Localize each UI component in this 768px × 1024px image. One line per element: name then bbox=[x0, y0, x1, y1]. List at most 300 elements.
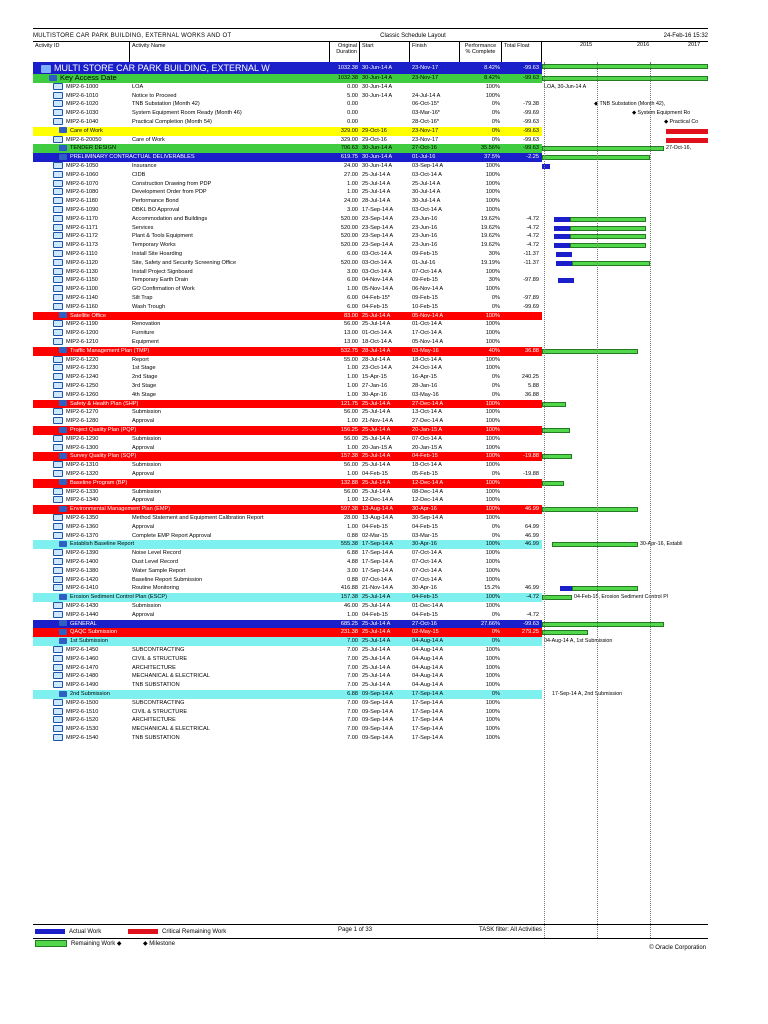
activity-name: Submission bbox=[132, 435, 161, 442]
activity-name: Equipment bbox=[132, 339, 159, 345]
wbs-row[interactable] bbox=[33, 144, 708, 153]
finish-date: 17-Sep-14 A bbox=[412, 708, 444, 715]
gantt-lane bbox=[542, 593, 708, 602]
activity-row[interactable] bbox=[33, 162, 708, 171]
finish-date: 07-Oct-14 A bbox=[412, 559, 442, 565]
duration: 6.88 bbox=[347, 550, 358, 557]
gantt-lane bbox=[542, 224, 708, 233]
gantt-lane bbox=[542, 153, 708, 162]
activity-row[interactable] bbox=[33, 338, 708, 347]
activity-name: Water Sample Report bbox=[132, 567, 186, 574]
task-icon bbox=[53, 276, 63, 283]
activity-id: MIP2-6-1410 bbox=[33, 584, 130, 593]
activity-row[interactable] bbox=[33, 532, 708, 541]
finish-date: 01-Oct-14 A bbox=[412, 321, 442, 328]
col-start[interactable]: Start bbox=[360, 42, 410, 63]
gantt-lane bbox=[542, 100, 708, 109]
activity-row[interactable] bbox=[33, 496, 708, 505]
task-icon bbox=[53, 470, 63, 477]
start-date: 28-Jul-14 A bbox=[362, 347, 391, 354]
activity-name: Temporary Earth Drain bbox=[132, 277, 189, 284]
activity-row[interactable] bbox=[33, 584, 708, 593]
gantt-lane bbox=[542, 716, 708, 725]
activity-row[interactable] bbox=[33, 567, 708, 576]
activity-row[interactable] bbox=[33, 303, 708, 312]
activity-row[interactable] bbox=[33, 461, 708, 470]
finish-date: 17-Sep-14 A bbox=[412, 735, 444, 741]
remaining-work-bar[interactable] bbox=[542, 507, 638, 512]
percent-complete: 0% bbox=[491, 110, 500, 117]
activity-row[interactable] bbox=[33, 417, 708, 426]
total-float: -19.88 bbox=[523, 453, 539, 460]
task-icon bbox=[53, 83, 63, 90]
gantt-lane bbox=[542, 435, 708, 444]
task-icon bbox=[53, 109, 63, 116]
col-total-float[interactable]: Total Float bbox=[502, 42, 542, 63]
activity-row[interactable] bbox=[33, 180, 708, 189]
finish-date: 27-Dec-14 A bbox=[412, 400, 444, 407]
start-date: 13-Aug-14 A bbox=[362, 506, 394, 513]
activity-row[interactable] bbox=[33, 259, 708, 268]
remaining-work-bar[interactable] bbox=[542, 402, 566, 407]
activity-row[interactable] bbox=[33, 488, 708, 497]
activity-id: MIP2-6-1280 bbox=[33, 417, 130, 426]
percent-complete: 100% bbox=[485, 171, 500, 178]
activity-id: MIP2-6-1080 bbox=[33, 188, 130, 197]
wbs-row[interactable] bbox=[33, 505, 708, 514]
activity-row[interactable] bbox=[33, 232, 708, 241]
wbs-folder-icon bbox=[41, 65, 51, 73]
activity-row[interactable] bbox=[33, 136, 708, 145]
activity-id: MIP2-6-1160 bbox=[33, 303, 130, 312]
total-float bbox=[502, 690, 542, 699]
wbs-row[interactable] bbox=[33, 620, 708, 629]
actual-work-bar[interactable] bbox=[554, 226, 570, 231]
total-float bbox=[502, 558, 542, 567]
activity-row[interactable] bbox=[33, 171, 708, 180]
wbs-row[interactable] bbox=[33, 312, 708, 321]
col-duration[interactable]: Original Duration bbox=[330, 42, 360, 63]
activity-row[interactable] bbox=[33, 725, 708, 734]
duration: 0.88 bbox=[347, 532, 358, 539]
remaining-work-bar[interactable] bbox=[542, 595, 572, 600]
start-date: 04-Feb-15 bbox=[362, 611, 388, 618]
duration: 1.00 bbox=[347, 444, 358, 451]
actual-work-bar[interactable] bbox=[554, 243, 570, 248]
total-float bbox=[502, 734, 542, 743]
remaining-work-bar[interactable] bbox=[542, 146, 664, 151]
gantt-lane bbox=[542, 312, 708, 321]
percent-complete: 100% bbox=[485, 92, 500, 99]
gantt-lane bbox=[542, 620, 708, 629]
task-icon bbox=[53, 285, 63, 292]
finish-date: 09-Feb-15 bbox=[412, 277, 438, 284]
duration: 1.00 bbox=[347, 365, 358, 372]
start-date: 30-Apr-16 bbox=[362, 391, 387, 398]
gantt-lane bbox=[542, 725, 708, 734]
gantt-lane bbox=[542, 532, 708, 541]
percent-complete: 19.62% bbox=[481, 215, 500, 222]
activity-row[interactable] bbox=[33, 391, 708, 400]
start-date: 25-Jul-14 A bbox=[362, 673, 391, 680]
total-float bbox=[502, 338, 542, 347]
activity-row[interactable] bbox=[33, 100, 708, 109]
activity-row[interactable] bbox=[33, 444, 708, 453]
activity-name: Notice to Proceed bbox=[132, 92, 177, 99]
remaining-work-bar[interactable] bbox=[542, 428, 570, 433]
year-2016: 2016 bbox=[637, 42, 650, 48]
percent-complete: 100% bbox=[485, 312, 500, 319]
actual-work-bar[interactable] bbox=[556, 261, 572, 266]
wbs-row[interactable] bbox=[33, 479, 708, 488]
wbs-folder-icon bbox=[59, 691, 67, 697]
critical-bar[interactable] bbox=[666, 129, 708, 134]
activity-row[interactable] bbox=[33, 188, 708, 197]
activity-row[interactable] bbox=[33, 92, 708, 101]
activity-row[interactable] bbox=[33, 549, 708, 558]
gantt-lane bbox=[542, 171, 708, 180]
start-date: 04-Feb-15 bbox=[362, 523, 388, 530]
activity-row[interactable] bbox=[33, 716, 708, 725]
duration: 520.00 bbox=[340, 259, 358, 266]
remaining-work-bar[interactable] bbox=[570, 226, 646, 231]
copyright: © Oracle Corporation bbox=[649, 945, 706, 951]
finish-date: 05-Feb-15 bbox=[412, 471, 438, 477]
duration: 6.00 bbox=[347, 295, 358, 301]
activity-row[interactable] bbox=[33, 276, 708, 285]
activity-row[interactable] bbox=[33, 558, 708, 567]
finish-date: 25-Jul-14 A bbox=[412, 180, 441, 187]
total-float: -97.89 bbox=[523, 295, 539, 301]
activity-id: MIP2-6-1510 bbox=[33, 708, 130, 717]
total-float: -99.63 bbox=[523, 136, 539, 143]
activity-row[interactable] bbox=[33, 681, 708, 690]
legend-milestone: ◆ Milestone bbox=[143, 941, 175, 947]
total-float bbox=[502, 461, 542, 470]
activity-row[interactable] bbox=[33, 382, 708, 391]
activity-name: Approval bbox=[132, 611, 155, 618]
actual-work-bar[interactable] bbox=[554, 234, 570, 239]
percent-complete: 100% bbox=[485, 189, 500, 196]
duration: 7.00 bbox=[347, 699, 358, 706]
gantt-lane bbox=[542, 681, 708, 690]
percent-complete: 100% bbox=[485, 682, 500, 689]
activity-row[interactable] bbox=[33, 83, 708, 92]
total-float: 279.25 bbox=[521, 629, 539, 636]
activity-row[interactable] bbox=[33, 206, 708, 215]
activity-id: MIP2-6-1540 bbox=[33, 734, 130, 743]
activity-row[interactable] bbox=[33, 294, 708, 303]
start-date: 01-Oct-14 A bbox=[362, 330, 392, 337]
duration: 1.00 bbox=[347, 383, 358, 389]
gantt-lane bbox=[542, 584, 708, 593]
start-date: 21-Nov-14 A bbox=[362, 418, 394, 425]
start-date: 03-Oct-14 A bbox=[362, 251, 392, 257]
wbs-row[interactable] bbox=[33, 637, 708, 646]
col-finish[interactable]: Finish bbox=[410, 42, 460, 63]
task-icon bbox=[53, 584, 63, 591]
activity-row[interactable] bbox=[33, 250, 708, 259]
wbs-row[interactable] bbox=[33, 400, 708, 409]
activity-row[interactable] bbox=[33, 672, 708, 681]
remaining-work-bar[interactable] bbox=[542, 349, 638, 354]
activity-name: Care of Work bbox=[132, 136, 165, 143]
duration: 7.00 bbox=[347, 708, 358, 715]
activity-name: Satellite Office bbox=[57, 312, 330, 321]
activity-name: 2nd Submission bbox=[57, 690, 330, 699]
duration: 685.25 bbox=[340, 620, 358, 627]
actual-work-bar[interactable] bbox=[554, 217, 570, 222]
activity-row[interactable] bbox=[33, 602, 708, 611]
wbs-row[interactable] bbox=[33, 153, 708, 162]
start-date: 25-Jul-14 A bbox=[362, 594, 391, 601]
percent-complete: 100% bbox=[485, 462, 500, 469]
total-float: 46.99 bbox=[525, 532, 539, 539]
task-icon bbox=[53, 461, 63, 468]
wbs-row[interactable] bbox=[33, 74, 708, 83]
start-date: 17-Sep-14 A bbox=[362, 550, 394, 557]
activity-name: Performance Bond bbox=[132, 198, 179, 205]
activity-name: ARCHITECTURE bbox=[132, 717, 176, 724]
duration: 6.88 bbox=[347, 691, 358, 697]
duration: 83.00 bbox=[344, 312, 358, 319]
remaining-work-bar[interactable] bbox=[570, 217, 646, 222]
activity-name: 2nd Stage bbox=[132, 374, 158, 381]
activity-row[interactable] bbox=[33, 364, 708, 373]
gantt-lane bbox=[542, 461, 708, 470]
total-float bbox=[502, 92, 542, 101]
activity-row[interactable] bbox=[33, 576, 708, 585]
start-date: 04-Feb-15* bbox=[362, 295, 390, 301]
wbs-row[interactable] bbox=[33, 593, 708, 602]
start-date bbox=[360, 118, 410, 127]
gantt-lane bbox=[542, 382, 708, 391]
activity-name: SUBCONTRACTING bbox=[132, 699, 185, 706]
finish-date: 30-Jul-14 A bbox=[412, 198, 441, 205]
finish-date: 03-Mar-16* bbox=[412, 110, 440, 117]
total-float bbox=[502, 320, 542, 329]
remaining-work-bar[interactable] bbox=[542, 155, 650, 160]
remaining-work-bar[interactable] bbox=[542, 64, 708, 69]
activity-row[interactable] bbox=[33, 664, 708, 673]
task-icon bbox=[53, 356, 63, 363]
wbs-row[interactable] bbox=[33, 347, 708, 356]
activity-row[interactable] bbox=[33, 224, 708, 233]
duration: 329.00 bbox=[340, 127, 358, 134]
activity-row[interactable] bbox=[33, 611, 708, 620]
activity-row[interactable] bbox=[33, 523, 708, 532]
finish-date: 07-Oct-14 A bbox=[412, 550, 442, 557]
wbs-row[interactable] bbox=[33, 62, 708, 74]
start-date: 17-Sep-14 A bbox=[362, 207, 394, 213]
task-icon bbox=[53, 708, 63, 715]
activity-name: 3rd Stage bbox=[132, 383, 157, 389]
activity-row[interactable] bbox=[33, 514, 708, 523]
finish-date: 20-Jan-15 A bbox=[412, 444, 443, 451]
percent-complete: 100% bbox=[485, 163, 500, 169]
start-date: 04-Nov-14 A bbox=[362, 277, 394, 284]
start-date: 03-Oct-14 A bbox=[362, 259, 392, 266]
percent-complete: 0% bbox=[491, 532, 500, 539]
total-float bbox=[502, 400, 542, 409]
gantt-lane bbox=[542, 259, 708, 268]
activity-id: MIP2-6-1040 bbox=[33, 118, 130, 127]
activity-row[interactable] bbox=[33, 285, 708, 294]
activity-name: Submission bbox=[132, 409, 161, 416]
start-date: 09-Sep-14 A bbox=[362, 699, 394, 706]
activity-row[interactable] bbox=[33, 109, 708, 118]
gantt-lane bbox=[542, 628, 708, 637]
total-float: -99.63 bbox=[523, 65, 539, 71]
percent-complete: 0% bbox=[491, 101, 500, 108]
activity-row[interactable] bbox=[33, 734, 708, 743]
remaining-work-bar[interactable] bbox=[570, 243, 646, 248]
gantt-lane bbox=[542, 417, 708, 426]
activity-name: TNB Substation (Month 42) bbox=[132, 101, 200, 108]
total-float: 46.99 bbox=[525, 585, 539, 592]
start-date: 23-Oct-14 A bbox=[362, 365, 392, 372]
finish-date: 23-Jun-16 bbox=[412, 224, 438, 231]
activity-id: MIP2-6-1240 bbox=[33, 373, 130, 382]
remaining-work-bar[interactable] bbox=[542, 630, 588, 635]
actual-work-bar[interactable] bbox=[558, 278, 574, 283]
total-float bbox=[502, 549, 542, 558]
wbs-row[interactable] bbox=[33, 426, 708, 435]
duration: 1.00 bbox=[347, 189, 358, 196]
task-icon bbox=[53, 408, 63, 415]
start-date: 07-Oct-14 A bbox=[362, 576, 392, 583]
gantt-lane bbox=[542, 505, 708, 514]
activity-row[interactable] bbox=[33, 356, 708, 365]
activity-row[interactable] bbox=[33, 708, 708, 717]
task-icon bbox=[53, 268, 63, 275]
total-float bbox=[502, 479, 542, 488]
activity-row[interactable] bbox=[33, 699, 708, 708]
duration: 132.88 bbox=[340, 479, 358, 486]
finish-date: 23-Nov-17 bbox=[412, 65, 439, 71]
activity-name: CIDB bbox=[132, 171, 146, 178]
total-float: -11.37 bbox=[523, 259, 539, 266]
remaining-work-bar[interactable] bbox=[542, 454, 572, 459]
gantt-lane bbox=[542, 444, 708, 453]
actual-work-bar[interactable] bbox=[556, 252, 572, 257]
remaining-work-bar[interactable] bbox=[572, 586, 638, 591]
remaining-work-bar[interactable] bbox=[552, 542, 638, 547]
finish-date: 27-Oct-16 bbox=[412, 145, 437, 152]
col-activity-name[interactable]: Activity Name bbox=[130, 42, 330, 63]
activity-name: Approval bbox=[132, 444, 155, 451]
activity-name: Practical Completion (Month 54) bbox=[132, 119, 212, 125]
percent-complete: 100% bbox=[485, 365, 500, 372]
wbs-row[interactable] bbox=[33, 540, 708, 549]
remaining-work-bar[interactable] bbox=[572, 261, 650, 266]
activity-name: Noise Level Record bbox=[132, 550, 181, 557]
percent-complete: 100% bbox=[485, 207, 500, 213]
duration: 1.00 bbox=[347, 523, 358, 530]
critical-bar[interactable] bbox=[666, 138, 708, 143]
activity-row[interactable] bbox=[33, 408, 708, 417]
percent-complete: 100% bbox=[485, 180, 500, 187]
wbs-folder-icon bbox=[59, 479, 67, 485]
percent-complete: 100% bbox=[485, 479, 500, 486]
duration: 157.38 bbox=[340, 594, 358, 601]
activity-row[interactable] bbox=[33, 373, 708, 382]
activity-name: ARCHITECTURE bbox=[132, 664, 176, 671]
start-date: 25-Jul-14 A bbox=[362, 180, 391, 187]
activity-name: Approval bbox=[132, 523, 155, 530]
activity-row[interactable] bbox=[33, 655, 708, 664]
percent-complete: 100% bbox=[485, 559, 500, 565]
wbs-folder-icon bbox=[59, 127, 67, 133]
activity-row[interactable] bbox=[33, 646, 708, 655]
task-icon bbox=[53, 171, 63, 178]
duration: 231.38 bbox=[340, 629, 358, 636]
finish-date: 30-Apr-16 bbox=[412, 506, 437, 513]
percent-complete: 100% bbox=[485, 515, 500, 521]
activity-row[interactable] bbox=[33, 268, 708, 277]
duration: 6.00 bbox=[347, 251, 358, 257]
remaining-work-bar[interactable] bbox=[542, 76, 708, 81]
start-date: 25-Jul-14 A bbox=[362, 400, 391, 407]
actual-work-bar[interactable] bbox=[560, 586, 572, 591]
activity-row[interactable] bbox=[33, 329, 708, 338]
task-icon bbox=[53, 206, 63, 213]
col-percent-complete[interactable]: Performance % Complete bbox=[460, 42, 502, 63]
gantt-lane bbox=[542, 391, 708, 400]
activity-row[interactable] bbox=[33, 320, 708, 329]
activity-name: QAQC Submission bbox=[57, 628, 330, 637]
gantt-lane bbox=[542, 408, 708, 417]
total-float bbox=[502, 162, 542, 171]
activity-row[interactable] bbox=[33, 197, 708, 206]
activity-row[interactable] bbox=[33, 435, 708, 444]
remaining-work-bar[interactable] bbox=[542, 622, 664, 627]
percent-complete: 100% bbox=[485, 488, 500, 495]
wbs-row[interactable] bbox=[33, 127, 708, 136]
bar-label: 20-Jan-15 A, Project Quality Plan (PQP) bbox=[572, 427, 667, 433]
remaining-work-bar[interactable] bbox=[570, 234, 646, 239]
percent-complete: 100% bbox=[485, 603, 500, 609]
wbs-row[interactable] bbox=[33, 690, 708, 699]
total-float: -4.72 bbox=[526, 594, 539, 601]
activity-id: MIP2-6-1350 bbox=[33, 514, 130, 523]
remaining-work-bar[interactable] bbox=[542, 481, 564, 486]
activity-row[interactable] bbox=[33, 470, 708, 479]
percent-complete: 0% bbox=[491, 303, 500, 310]
finish-date: 23-Nov-17 bbox=[412, 136, 439, 143]
start-date: 23-Sep-14 A bbox=[362, 242, 394, 249]
activity-name: Care of Work bbox=[57, 127, 330, 136]
duration: 3.00 bbox=[347, 567, 358, 574]
activity-name: TENDER DESIGN bbox=[57, 144, 330, 153]
total-float: 36.88 bbox=[525, 347, 539, 354]
duration: 1.00 bbox=[347, 497, 358, 504]
activity-name: MECHANICAL & ELECTRICAL bbox=[132, 673, 210, 680]
gantt-lane bbox=[542, 488, 708, 497]
actual-swatch bbox=[35, 929, 65, 934]
activity-id: MIP2-6-1200 bbox=[33, 329, 130, 338]
wbs-row[interactable] bbox=[33, 452, 708, 461]
duration: 520.00 bbox=[340, 215, 358, 222]
duration: 0.00 bbox=[347, 101, 358, 108]
col-activity-id[interactable]: Activity ID bbox=[33, 42, 130, 63]
activity-id: MIP2-6-1220 bbox=[33, 356, 130, 365]
finish-date: 04-Feb-15 bbox=[412, 594, 438, 601]
activity-row[interactable] bbox=[33, 215, 708, 224]
wbs-row[interactable] bbox=[33, 628, 708, 637]
activity-row[interactable] bbox=[33, 241, 708, 250]
activity-row[interactable] bbox=[33, 118, 708, 127]
